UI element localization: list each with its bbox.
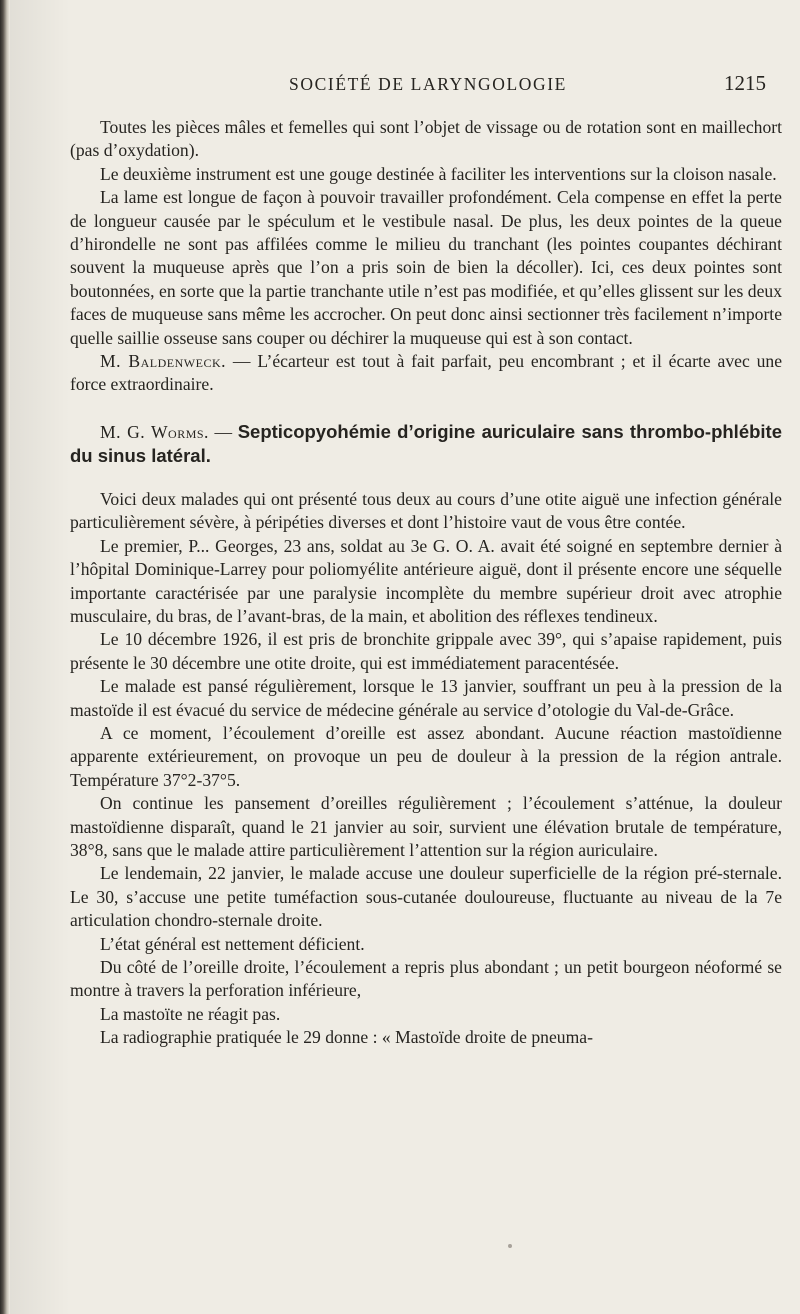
paragraph: La radiographie pratiquée le 29 donne : « Mastoïde droite de pneuma- (100, 1027, 593, 1048)
paragraph: Du côté de l’oreille droite, l’écoulement a repris plus abondant ; un petit bourgeon néoformé se montre à travers la perforation inférieure, (70, 957, 782, 1001)
paragraph: Le malade est pansé régulièrement, lorsque le 13 janvier, souffrant un peu à la pression de la mastoïde il est évacué du service de médecine générale au service d’otologie du Val-de-Grâce. (70, 676, 782, 720)
page-number: 1215 (724, 71, 766, 95)
communication-title: Septicopyohémie d’origine auriculaire sans thrombo-phlébite du sinus latéral. (70, 420, 782, 466)
paper-speck (508, 1244, 512, 1248)
paragraph: A ce moment, l’écoulement d’oreille est assez abondant. Aucune réaction mastoïdienne apparente extérieurement, on provoque un peu de douleur à la pression de la région antrale. Température 37°2-37°5. (70, 722, 782, 790)
paragraph-lame: La lame est longue de façon à pouvoir travailler profondément. Cela compense en effet la perte de longueur causée par le spéculum et le vestibule nasal. De plus, les deux pointes de la queue d’hirondelle ne sont pas affilées comme le milieu du tranchant (les pointes coupantes déchirant souvent la muqueuse après que l’on a pris soin de bien la décoller). Ici, ces deux pointes sont boutonnées, en sorte que la partie tranchante utile n’est pas modifiée, et qu’elles glissent sur les deux faces de muqueuse sans même les accrocher. On peut donc ainsi sectionner très facilement n’importe quelle saillie osseuse sans couper ou déchirer la muqueuse qui est à son contact. (70, 187, 782, 348)
page-shadow (10, 0, 70, 1314)
paragraph-gouge: Le deuxième instrument est une gouge destinée à faciliter les interventions sur la cloison nasale. (100, 163, 777, 184)
running-title: SOCIÉTÉ DE LARYNGOLOGIE (289, 74, 567, 94)
paragraph: Voici deux malades qui ont présenté tous deux au cours d’une otite aiguë une infection générale particulièrement sévère, à péripéties diverses et dont l’histoire vaut de vous être contée. (70, 488, 782, 533)
author-name: M. G. Worms. (100, 421, 209, 442)
speaker-remark: — L’écarteur est tout à fait parfait, peu encombrant ; et il écarte avec une force extraordinaire. (70, 351, 783, 395)
speaker-name: M. Baldenweck. (100, 351, 227, 372)
communication-heading (70, 420, 782, 468)
paragraph: Le premier, P... Georges, 23 ans, soldat au 3e G. O. A. avait été soigné en septembre dernier à l’hôpital Dominique-Larrey pour poliomyélite antérieure aiguë, dont il présente encore une séquelle importante caractérisée par une paralysie incomplète du membre supérieur droit avec atrophie musculaire, du bras, de l’avant-bras, de la main, et abolition des réflexes tendineux. (70, 535, 782, 626)
paragraph-baldenweck (70, 350, 782, 397)
paragraph-pieces: Toutes les pièces mâles et femelles qui sont l’objet de vissage ou de rotation sont en maillechort (pas d’oxydation). (70, 117, 782, 161)
paragraph: Le lendemain, 22 janvier, le malade accuse une douleur superficielle de la région pré-sternale. Le 30, s’accuse une petite tuméfaction sous-cutanée douloureuse, fluctuante au niveau de la 7e articulation chondro-sternale droite. (70, 863, 782, 931)
page-binding-edge (0, 0, 10, 1314)
paragraph: L’état général est nettement déficient. (100, 933, 365, 954)
paragraph: La mastoïte ne réagit pas. (100, 1003, 281, 1024)
paragraph: Le 10 décembre 1926, il est pris de bronchite grippale avec 39°, qui s’apaise rapidement, puis présente le 30 décembre une otite droite, qui est immédiatement paracentésée. (70, 629, 782, 673)
paragraph: On continue les pansement d’oreilles régulièrement ; l’écoulement s’atténue, la douleur mastoïdienne disparaît, quand le 21 janvier au soir, survient une élévation brutale de température, 38°8, sans que le malade attire particulièrement l’attention sur la région auriculaire. (70, 793, 782, 860)
page-header (90, 71, 766, 102)
body-text (70, 116, 782, 1050)
heading-dash: — (208, 421, 238, 442)
